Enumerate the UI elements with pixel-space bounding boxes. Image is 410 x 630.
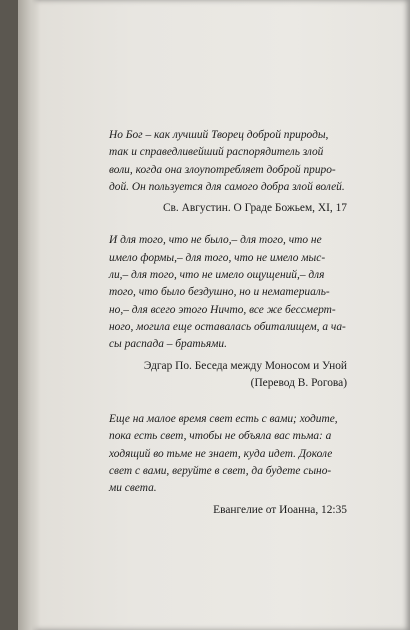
book-page bbox=[18, 0, 410, 630]
quote-line: сы распада – братьями. bbox=[109, 338, 227, 351]
epigraph-poe bbox=[109, 232, 347, 392]
epigraph-gospel bbox=[109, 411, 347, 519]
quote-line: И для того, что не было,– для того, что не bbox=[109, 234, 322, 247]
quote-line: но,– для всего этого Ничто, все же бессмерт- bbox=[109, 303, 336, 316]
quote-line: свет с вами, веруйте в свет, да будете сыно- bbox=[109, 465, 332, 478]
attribution-line: Евангелие от Иоанна, 12:35 bbox=[213, 503, 347, 516]
epigraph-quote bbox=[109, 127, 347, 196]
epigraph-attribution bbox=[109, 200, 347, 217]
quote-line: дой. Он пользуется для самого добра злой волей. bbox=[109, 180, 345, 193]
quote-line: того, что было бездушно, но и нематериаль- bbox=[109, 286, 330, 299]
epigraph-quote bbox=[109, 411, 347, 497]
quote-line: воли, когда она злоупотребляет доброй приро- bbox=[109, 163, 336, 176]
epigraph-quote bbox=[109, 232, 347, 353]
quote-line: Еще на малое время свет есть с вами; ходите, bbox=[109, 413, 338, 426]
quote-line: ходящий во тьме не знает, куда идет. Доколе bbox=[109, 447, 333, 460]
quote-line: ми света. bbox=[109, 482, 157, 495]
translator-line: (Перевод В. Рогова) bbox=[250, 376, 347, 389]
page-gutter-shadow bbox=[18, 0, 40, 630]
attribution-line: Св. Августин. О Граде Божьем, XI, 17 bbox=[162, 202, 347, 215]
quote-line: пока есть свет, чтобы не объяла вас тьма: а bbox=[109, 430, 332, 443]
epigraph-attribution bbox=[109, 502, 347, 519]
quote-line: ного, могила еще оставалась обиталищем, а ча- bbox=[109, 320, 346, 333]
epigraph-attribution bbox=[109, 358, 347, 393]
quote-line: Но Бог – как лучший Творец доброй природы, bbox=[109, 129, 329, 141]
quote-line: ли,– для того, что не имело ощущений,– для bbox=[109, 269, 325, 282]
epigraph-augustine bbox=[109, 127, 347, 217]
quote-line: так и справедливейший распорядитель злой bbox=[109, 146, 324, 159]
attribution-line: Эдгар По. Беседа между Моносом и Уной bbox=[143, 359, 347, 372]
quote-line: имело формы,– для того, что не имело мыс- bbox=[109, 251, 326, 264]
epigraph-column bbox=[109, 127, 347, 519]
